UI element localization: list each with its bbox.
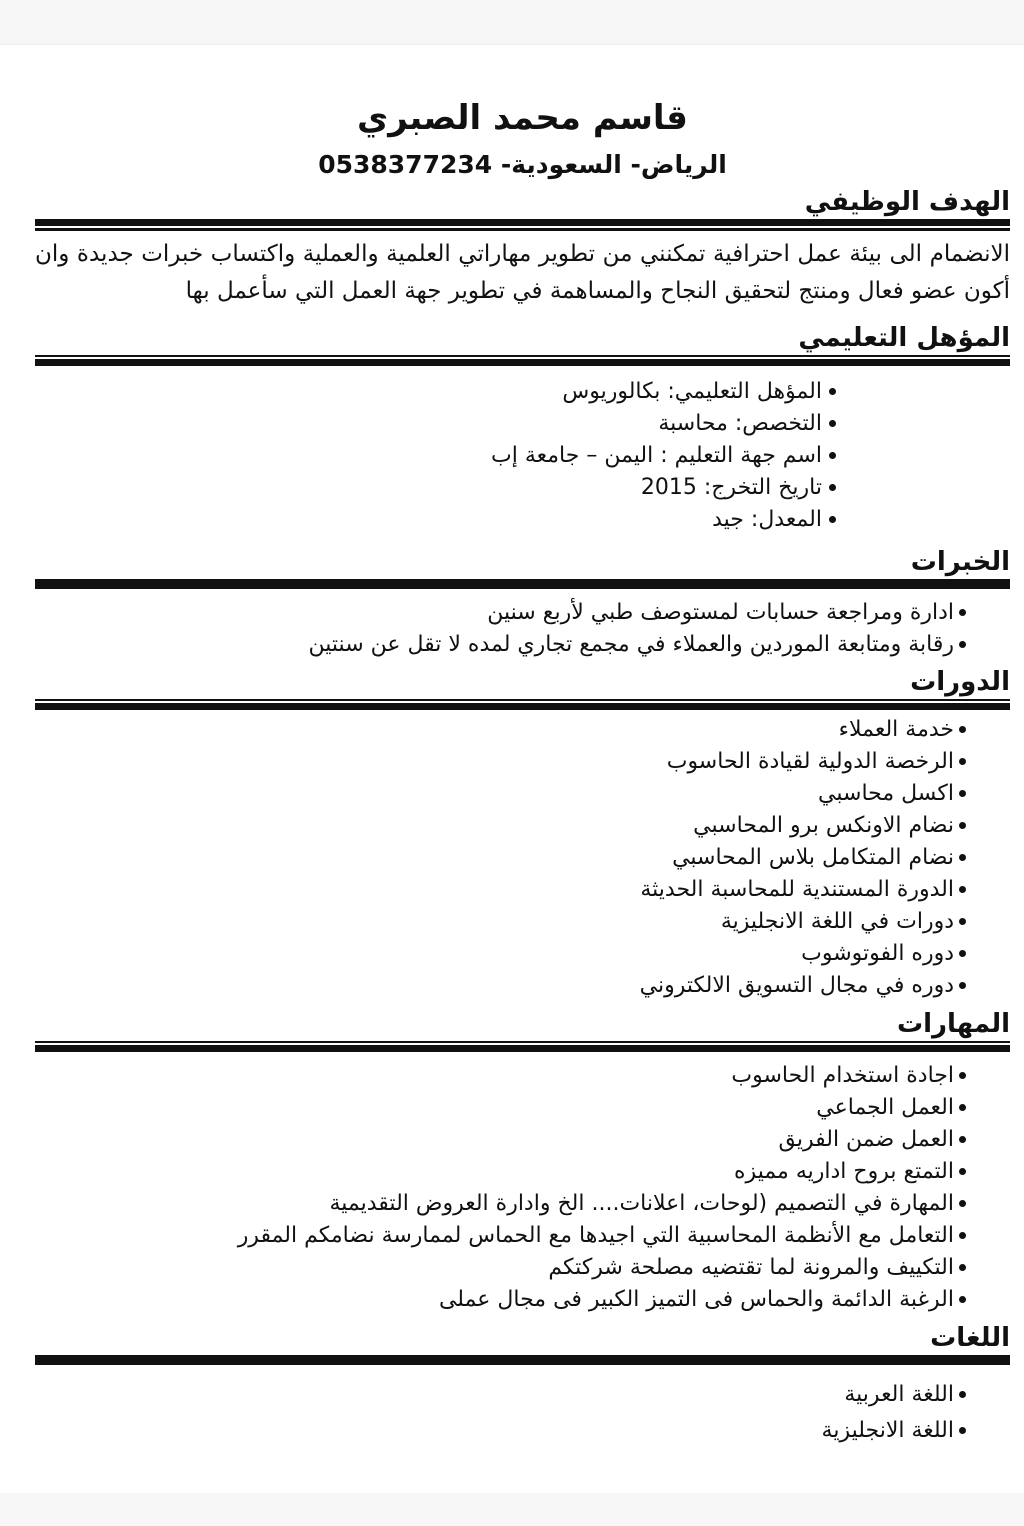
resume-header <box>35 45 1010 181</box>
list-item: المعدل: جيد <box>35 504 1010 536</box>
list-item: رقابة ومتابعة الموردين والعملاء في مجمع تجاري لمده لا تقل عن سنتين <box>35 629 1010 661</box>
contact-line: الرياض- السعودية- 0538377234 <box>318 150 727 179</box>
list-item: الرخصة الدولية لقيادة الحاسوب <box>35 746 1010 778</box>
list-item: التمتع بروح اداريه مميزه <box>35 1156 1010 1188</box>
list-item: العمل الجماعي <box>35 1092 1010 1124</box>
section-languages <box>35 1322 1010 1449</box>
list-item: العمل ضمن الفريق <box>35 1124 1010 1156</box>
list-item: التخصص: محاسبة <box>35 408 1010 440</box>
list-item: التكييف والمرونة لما تقتضيه مصلحة شركتكم <box>35 1252 1010 1284</box>
list-item: نضام الاونكس برو المحاسبي <box>35 810 1010 842</box>
list-item: ادارة ومراجعة حسابات لمستوصف طبي لأربع سنين <box>35 597 1010 629</box>
experience-list <box>35 597 1010 661</box>
objective-text: الانضمام الى بيئة عمل احترافية تمكنني من تطوير مهاراتي العلمية والعملية واكتساب خبرات جديدة وان أكون عضو فعال ومنتج لتحقيق النجاح والمساهمة في تطوير جهة العمل التي سأعمل بها <box>35 241 1010 304</box>
outer-background-bottom <box>0 1493 1024 1526</box>
section-title-languages: اللغات <box>930 1323 1010 1353</box>
list-item: المهارة في التصميم (لوحات، اعلانات.... الخ وادارة العروض التقديمية <box>35 1188 1010 1220</box>
list-item: دورات في اللغة الانجليزية <box>35 906 1010 938</box>
list-item: اللغة الانجليزية <box>35 1413 1010 1449</box>
section-education <box>35 322 1010 536</box>
list-item: الرغبة الدائمة والحماس فى التميز الكبير فى مجال عملى <box>35 1284 1010 1316</box>
list-item: المؤهل التعليمي: بكالوريوس <box>35 376 1010 408</box>
list-item: التعامل مع الأنظمة المحاسبية التي اجيدها مع الحماس لممارسة نضامكم المقرر <box>35 1220 1010 1252</box>
list-item: دوره الفوتوشوب <box>35 938 1010 970</box>
section-divider <box>35 355 1010 366</box>
section-divider <box>35 219 1010 231</box>
section-objective <box>35 186 1010 310</box>
list-item: اللغة العربية <box>35 1377 1010 1413</box>
section-divider <box>35 1041 1010 1052</box>
skills-list <box>35 1060 1010 1316</box>
section-divider <box>35 579 1010 589</box>
resume-page <box>0 45 1024 1493</box>
section-divider <box>35 699 1010 710</box>
list-item: نضام المتكامل بلاس المحاسبي <box>35 842 1010 874</box>
section-title-courses: الدورات <box>910 667 1010 697</box>
outer-background-top <box>0 0 1024 45</box>
section-courses <box>35 666 1010 1002</box>
list-item: الدورة المستندية للمحاسبة الحديثة <box>35 874 1010 906</box>
section-title-skills: المهارات <box>896 1009 1010 1039</box>
section-divider <box>35 1355 1010 1365</box>
list-item: اسم جهة التعليم : اليمن – جامعة إب <box>35 440 1010 472</box>
person-name: قاسم محمد الصبري <box>357 98 688 138</box>
list-item: خدمة العملاء <box>35 714 1010 746</box>
section-title-education: المؤهل التعليمي <box>798 323 1010 353</box>
section-skills <box>35 1008 1010 1316</box>
list-item: دوره في مجال التسويق الالكتروني <box>35 970 1010 1002</box>
courses-list <box>35 714 1010 1002</box>
education-list <box>35 376 1010 536</box>
list-item: تاريخ التخرج: 2015 <box>35 472 1010 504</box>
list-item: اجادة استخدام الحاسوب <box>35 1060 1010 1092</box>
list-item: اكسل محاسبي <box>35 778 1010 810</box>
languages-list <box>35 1377 1010 1449</box>
section-title-experience: الخبرات <box>910 547 1010 577</box>
section-experience <box>35 546 1010 661</box>
section-title-objective: الهدف الوظيفي <box>804 187 1010 217</box>
